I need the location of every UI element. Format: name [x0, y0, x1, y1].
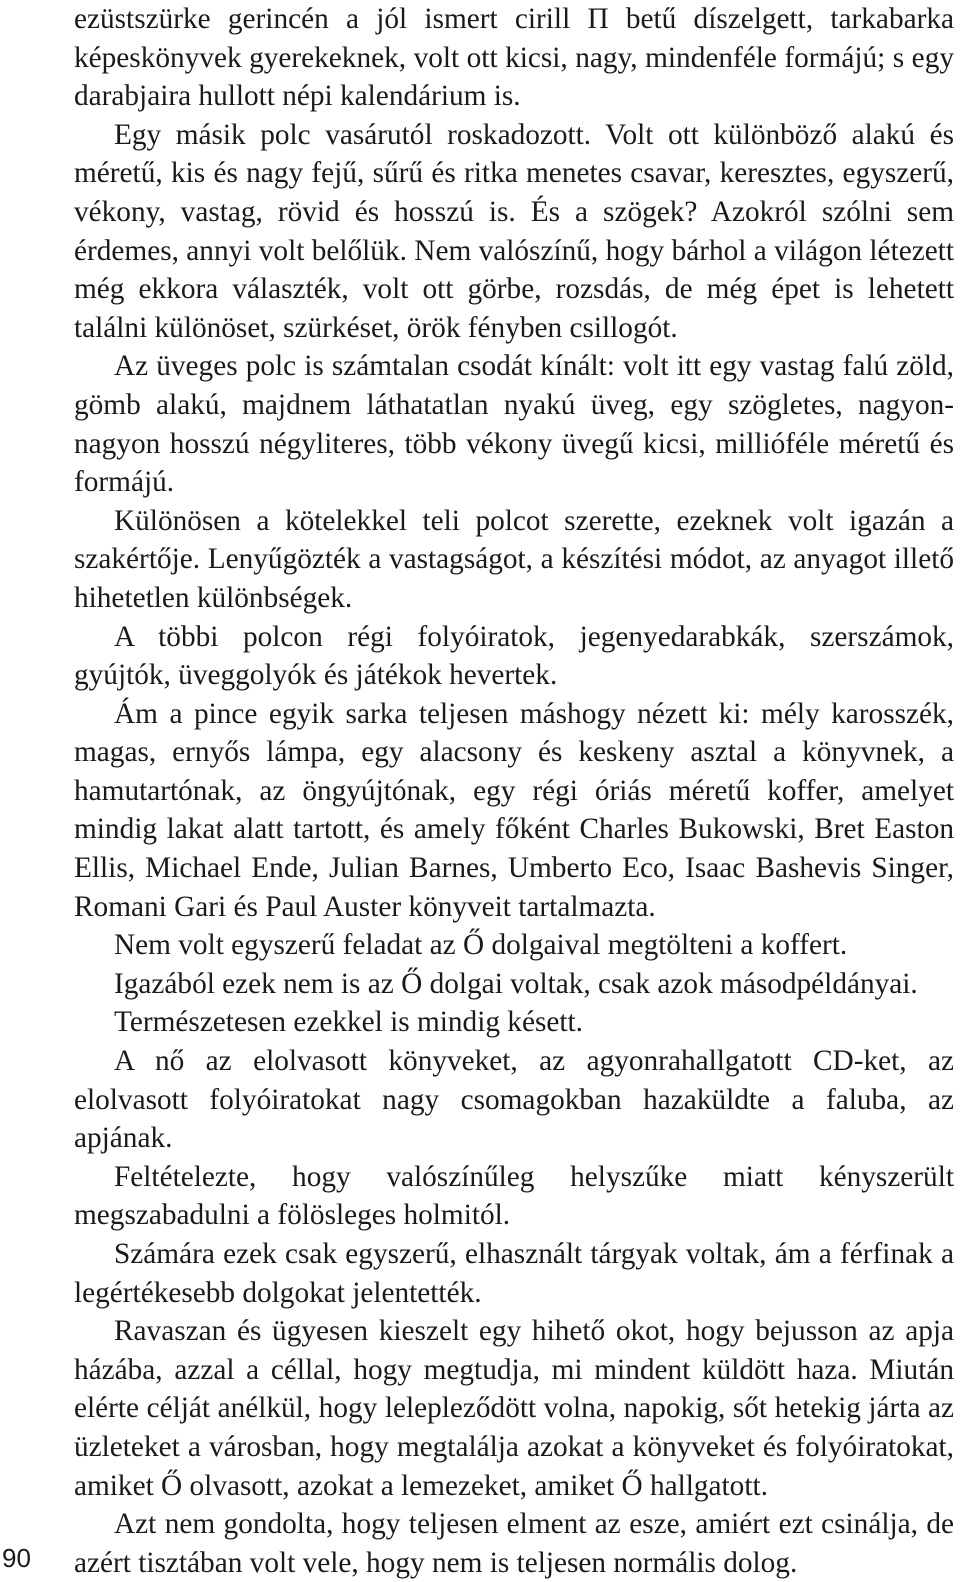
paragraph-13: Ravaszan és ügyesen kieszelt egy hihető okot, hogy bejusson az apja házába, azzal a céllal, hogy megtudja, mi mindent küldött haza. Miután elérte célját anélkül, hogy lelepleződött volna, napokig, sőt hetekig járta az üzleteket a városban, hogy megtalálja azokat a könyveket és folyóiratokat, amiket Ő olvasott, azokat a lemezeket, amiket Ő hallgatott. [74, 1315, 954, 1502]
page-number: 90 [2, 1543, 31, 1573]
paragraph-5: A többi polcon régi folyóiratok, jegenyedarabkák, szerszámok, gyújtók, üveggolyók és játékok hevertek. [74, 620, 954, 692]
paragraph-10: A nő az elolvasott könyveket, az agyonrahallgatott CD-ket, az elolvasott folyóiratokat nagy csomagokban hazaküldte a faluba, az apjának. [74, 1045, 954, 1155]
paragraph-4: Különösen a kötelekkel teli polcot szerette, ezeknek volt igazán a szakértője. Lenyűgözték a vastagságot, a készítési módot, az anyagot illető hihetetlen különbségek. [74, 504, 954, 614]
paragraph-2: Egy másik polc vasárutól roskadozott. Volt ott különböző alakú és méretű, kis és nagy fejű, sűrű és ritka menetes csavar, keresztes, egyszerű, vékony, vastag, rövid és hosszú is. És a szögek? Azokról szólni sem érdemes, annyi volt belőlük. Nem valószínű, hogy bárhol a világon létezett még ekkora választék, volt ott görbe, rozsdás, de még épet is lehetett találni különöset, szürkéset, örök fényben csillogót. [74, 118, 954, 344]
paragraph-9: Természetesen ezekkel is mindig késett. [114, 1006, 583, 1039]
paragraph-11: Feltételezte, hogy valószínűleg helyszűke miatt kényszerült megszabadulni a fölösleges holmitól. [74, 1160, 954, 1232]
paragraph-12: Számára ezek csak egyszerű, elhasznált tárgyak voltak, ám a férfinak a legértékesebb dolgokat jelentették. [74, 1238, 954, 1309]
paragraph-8: Igazából ezek nem is az Ő dolgai voltak, csak azok másodpéldányai. [114, 967, 918, 1000]
paragraph-14: Azt nem gondolta, hogy teljesen elment az esze, amiért ezt csinálja, de azért tisztában volt vele, hogy nem is teljesen normális dolog. [74, 1508, 954, 1579]
paragraph-7: Nem volt egyszerű feladat az Ő dolgaival megtölteni a koffert. [114, 929, 848, 962]
book-page [74, 0, 954, 1578]
page-body-text [74, 0, 954, 1582]
paragraph-6: Ám a pince egyik sarka teljesen máshogy nézett ki: mély karosszék, magas, ernyős lámpa, egy alacsony és keskeny asztal a könyvnek, a hamutartónak, az öngyújtónak, egy régi óriás méretű koffer, amelyet mindig lakat alatt tartott, és amely főként Charles Bukowski, Bret Easton Ellis, Michael Ende, Julian Barnes, Umberto Eco, Isaac Bashevis Singer, Romani Gari és Paul Auster könyveit tartalmazta. [74, 697, 954, 923]
paragraph-3: Az üveges polc is számtalan csodát kínált: volt itt egy vastag falú zöld, gömb alakú, majdnem láthatatlan nyakú üveg, egy szögletes, nagyon-nagyon hosszú négyliteres, több vékony üvegű kicsi, millióféle méretű és formájú. [74, 350, 954, 499]
paragraph-1: ezüstszürke gerincén a jól ismert cirill П betű díszelgett, tarkabarka képeskönyvek gyerekeknek, volt ott kicsi, nagy, mindenféle formájú; s egy darabjaira hullott népi kalendárium is. [74, 3, 954, 113]
